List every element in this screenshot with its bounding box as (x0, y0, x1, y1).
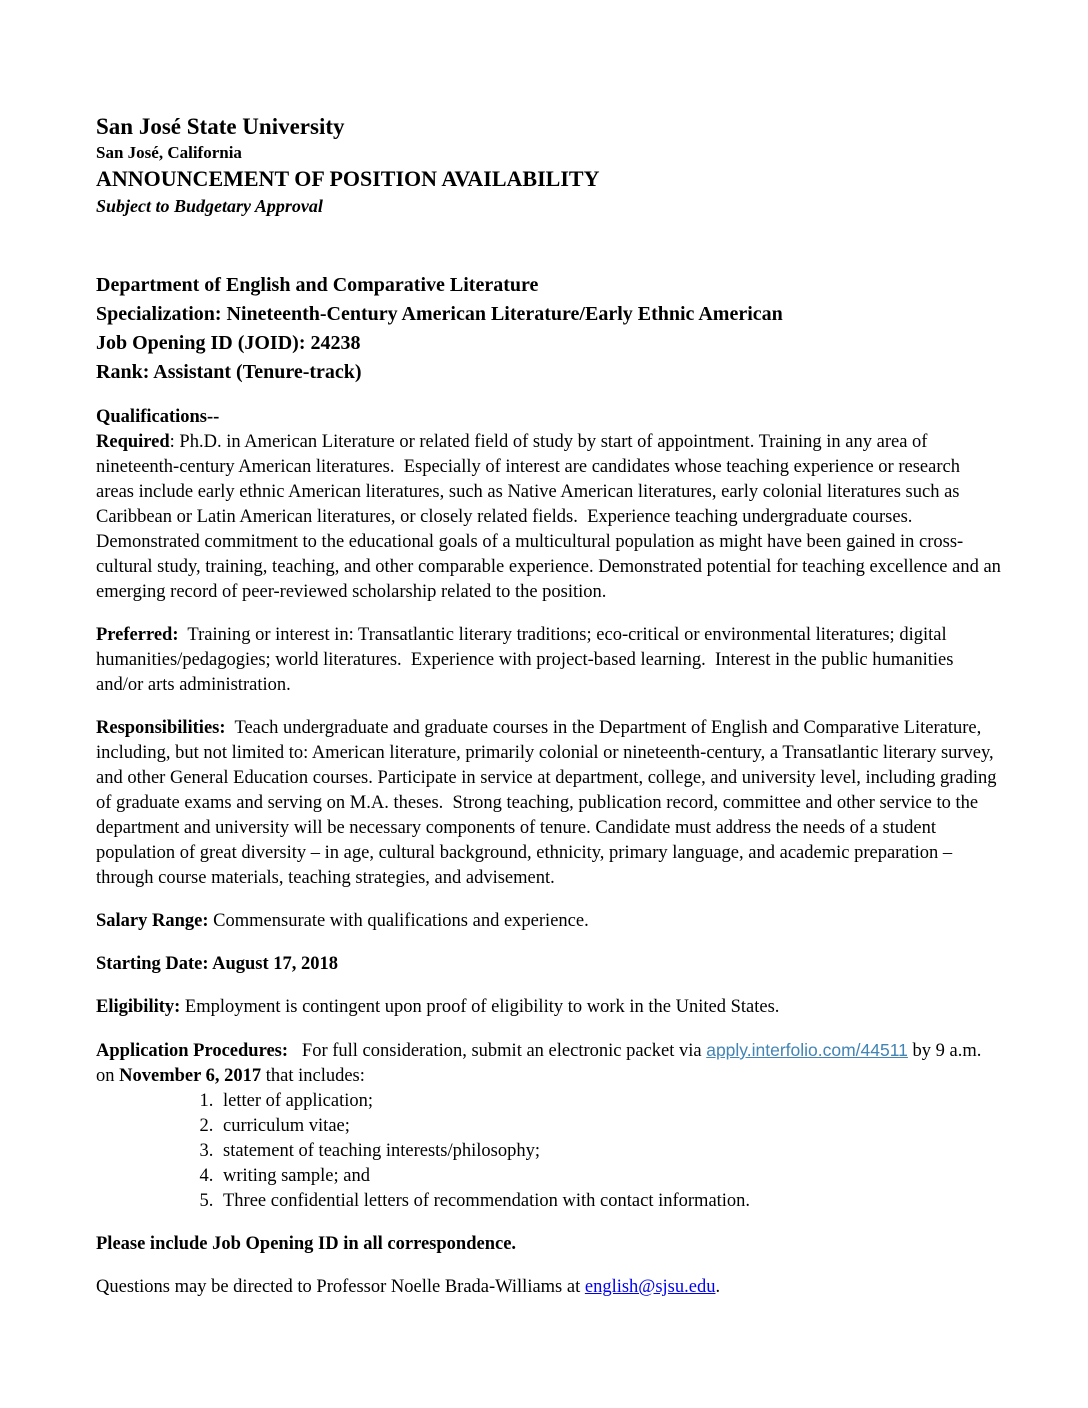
list-item: 4. writing sample; and (218, 1164, 1002, 1189)
qualifications-heading: Qualifications-- (96, 407, 220, 427)
starting-date-paragraph: Starting Date: August 17, 2018 (96, 954, 339, 974)
application-text-2: by 9 a.m. on (96, 1041, 987, 1086)
document-body (96, 405, 1006, 1300)
eligibility-label: Eligibility: (96, 997, 181, 1017)
responsibilities-text: Teach undergraduate and graduate courses in the Department of English and Comparative Literature, including, but not limited to: American literature, primarily colonial or nineteenth-century, a Transatlantic literary survey, and other General Education courses. Participate in service at department, college, and university level, including grading of graduate exams and serving on M.A. theses. Strong teaching, publication record, committee and other service to the department and university will be necessary components of tenure. Candidate must address the needs of a student population of great diversity – in age, cultural background, ethnicity, primary language, and academic preparation – through course materials, teaching strategies, and advisement. (96, 718, 1002, 888)
responsibilities-paragraph (96, 716, 1002, 891)
interfolio-apply-link[interactable]: apply.interfolio.com/44511 (706, 1040, 908, 1060)
department-line: Department of English and Comparative Literature (96, 274, 539, 296)
list-item: 3. statement of teaching interests/philosophy; (218, 1139, 1002, 1164)
questions-paragraph (96, 1275, 1002, 1300)
responsibilities-label: Responsibilities: (96, 718, 226, 738)
application-text-1: For full consideration, submit an electronic packet via (288, 1041, 707, 1061)
university-location: San José, California (96, 143, 242, 162)
position-summary (96, 271, 1002, 387)
application-procedures-paragraph (96, 1038, 1002, 1089)
preferred-label: Preferred: (96, 625, 179, 645)
application-text-3: that includes: (261, 1066, 365, 1086)
list-item: 1. letter of application; (218, 1089, 1002, 1114)
application-items-list (96, 1089, 1002, 1214)
document-header (96, 112, 1002, 219)
eligibility-paragraph (96, 995, 1002, 1020)
preferred-paragraph (96, 623, 1002, 698)
required-text: : Ph.D. in American Literature or related field of study by start of appointment. Training in any area of nineteenth-century American literatures. Especially of interest are candidates whose teaching experience or research areas include early ethnic American literatures, such as Native American literatures, early colonial literatures such as Caribbean or Latin American literatures, or closely related fields. Experience teaching undergraduate courses. Demonstrated commitment to the educational goals of a multicultural population as might have been gained in cross-cultural study, training, teaching, and other comparable experience. Demonstrated potential for teaching excellence and an emerging record of peer-reviewed scholarship related to the position. (96, 432, 1006, 602)
specialization-line: Specialization: Nineteenth-Century American Literature/Early Ethnic American (96, 303, 783, 325)
job-id-note: Please include Job Opening ID in all correspondence. (96, 1234, 517, 1254)
questions-period: . (715, 1277, 721, 1297)
application-procedures-label: Application Procedures: (96, 1041, 289, 1061)
application-deadline: November 6, 2017 (119, 1066, 262, 1086)
required-paragraph (96, 430, 1006, 605)
announcement-title: ANNOUNCEMENT OF POSITION AVAILABILITY (96, 166, 600, 191)
email-link[interactable]: english@sjsu.edu (584, 1277, 716, 1297)
preferred-text: Training or interest in: Transatlantic literary traditions; eco-critical or environmental literatures; digital humanities/pedagogies; world literatures. Experience with project-based learning. Interest in the public humanities and/or arts administration. (96, 625, 959, 695)
list-item: 2. curriculum vitae; (218, 1114, 1002, 1139)
university-name: San José State University (96, 114, 345, 139)
salary-text: Commensurate with qualifications and experience. (208, 911, 589, 931)
rank-line: Rank: Assistant (Tenure-track) (96, 361, 362, 383)
job-opening-id-line: Job Opening ID (JOID): 24238 (96, 332, 361, 354)
document-content (96, 112, 1006, 1300)
eligibility-text: Employment is contingent upon proof of eligibility to work in the United States. (180, 997, 780, 1017)
budgetary-approval-note: Subject to Budgetary Approval (96, 196, 323, 216)
salary-paragraph (96, 909, 1002, 934)
questions-text: Questions may be directed to Professor Noelle Brada-Williams at (96, 1277, 585, 1297)
salary-label: Salary Range: (96, 911, 209, 931)
list-item: 5. Three confidential letters of recommendation with contact information. (218, 1189, 1002, 1214)
required-label: Required (96, 432, 170, 452)
